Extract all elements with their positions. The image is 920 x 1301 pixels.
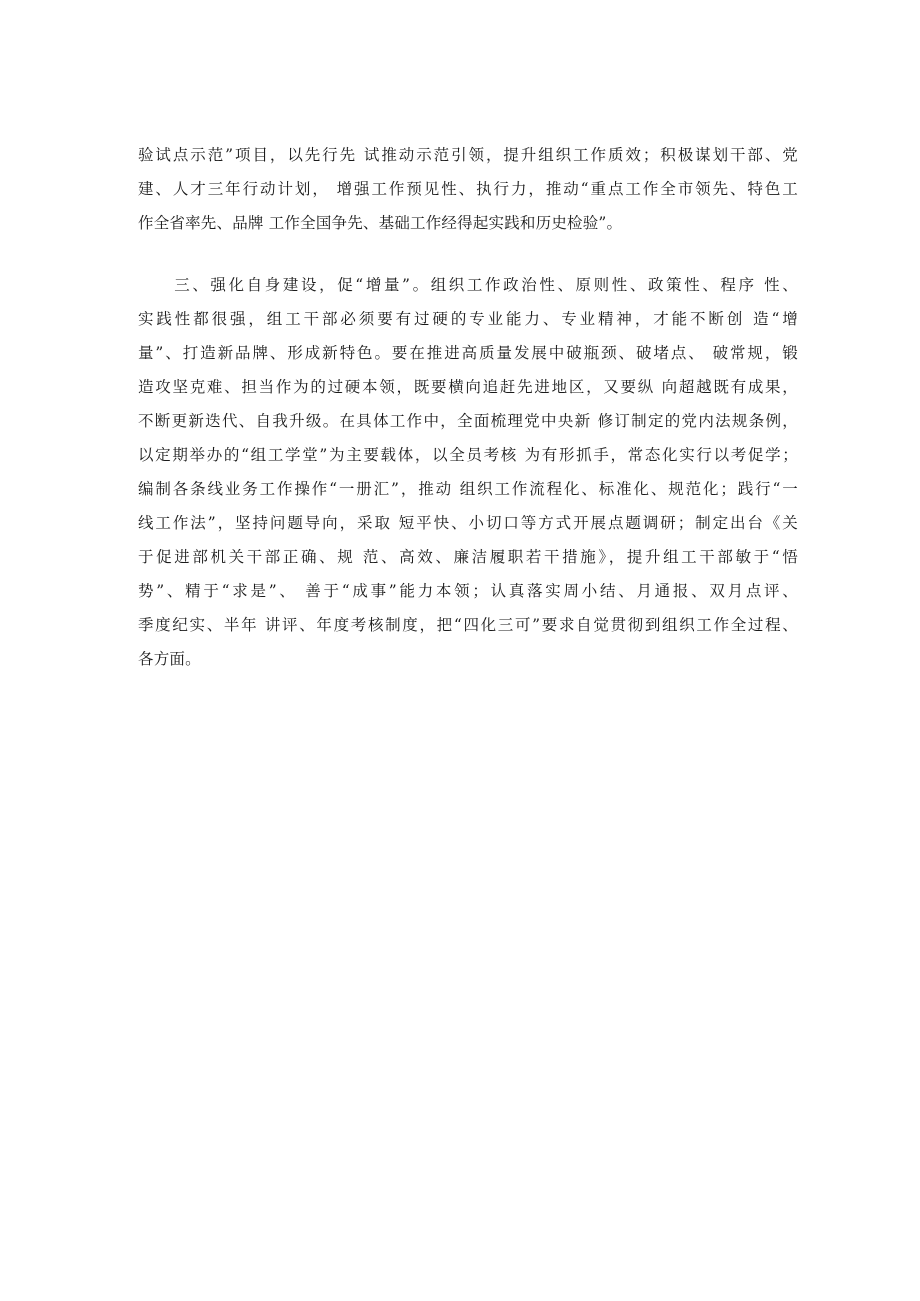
- text-line: 作全省率先、品牌 工作全国争先、基础工作经得起实践和历史检验”。: [138, 214, 623, 232]
- text-line: 验试点示范”项目，以先行先 试推动示范引领，提升组织工作质效；积极谋划干部、党: [138, 146, 798, 164]
- paragraph-1: [138, 138, 798, 240]
- text-line: 各方面。: [138, 650, 201, 668]
- text-line: 量”、打造新品牌、形成新特色。要在推进高质量发展中破瓶颈、破堵点、 破常规，锻: [138, 344, 798, 362]
- text-line: 编制各条线业务工作操作“一册汇”，推动 组织工作流程化、标准化、规范化；践行“一: [138, 480, 798, 498]
- text-line: 以定期举办的“组工学堂”为主要载体，以全员考核 为有形抓手，常态化实行以考促学；: [138, 446, 798, 464]
- text-line: 势”、精于“求是”、 善于“成事”能力本领；认真落实周小结、月通报、双月点评、: [138, 582, 798, 600]
- text-line: 线工作法”，坚持问题导向，采取 短平快、小切口等方式开展点题调研；制定出台《关: [138, 514, 798, 532]
- text-line: 不断更新迭代、自我升级。在具体工作中，全面梳理党中央新 修订制定的党内法规条例，: [138, 412, 798, 430]
- text-line: 实践性都很强，组工干部必须要有过硬的专业能力、专业精神，才能不断创 造“增: [138, 310, 798, 328]
- text-line: 于促进部机关干部正确、规 范、高效、廉洁履职若干措施》，提升组工干部敏于“悟: [138, 548, 798, 566]
- paragraph-2: [138, 268, 798, 676]
- text-line: 三、强化自身建设，促“增量”。组织工作政治性、原则性、政策性、程序 性、: [138, 276, 798, 294]
- text-line: 造攻坚克难、担当作为的过硬本领，既要横向追赶先进地区，又要纵 向超越既有成果，: [138, 378, 798, 396]
- text-line: 建、人才三年行动计划， 增强工作预见性、执行力，推动“重点工作全市领先、特色工: [138, 180, 798, 198]
- text-line: 季度纪实、半年 讲评、年度考核制度，把“四化三可”要求自觉贯彻到组织工作全过程、: [138, 616, 798, 634]
